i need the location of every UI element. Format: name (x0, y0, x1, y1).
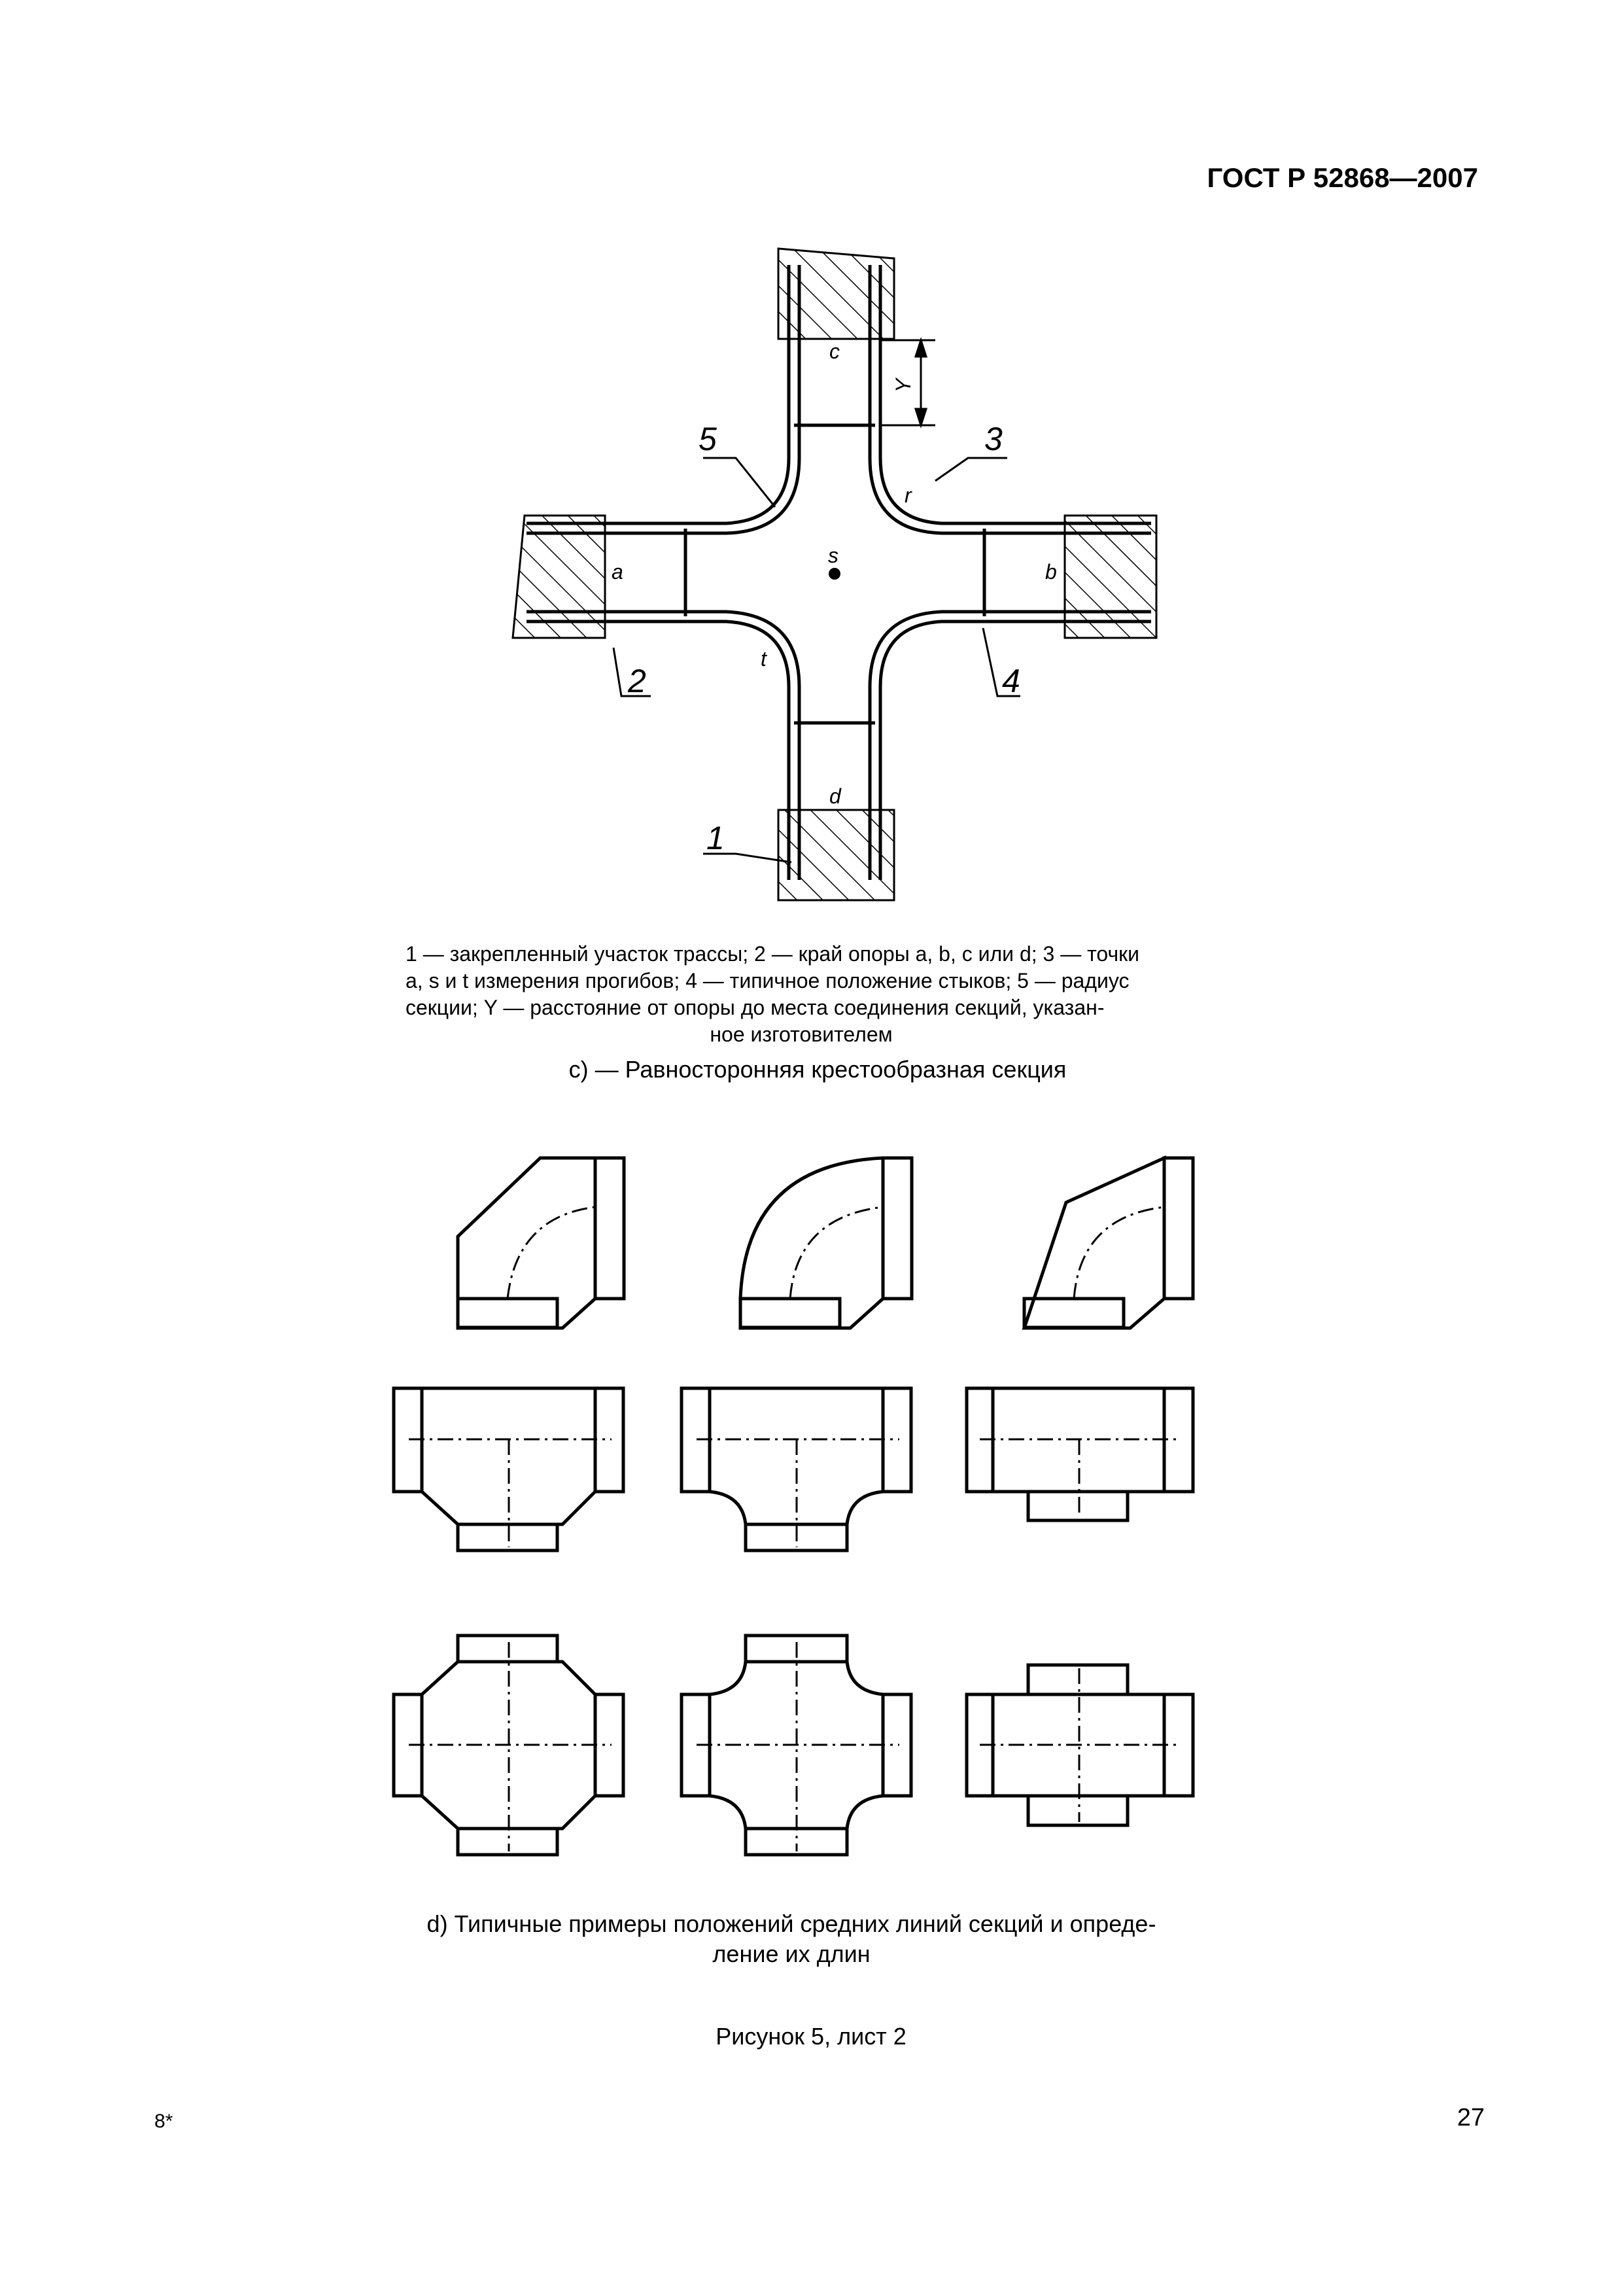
figure-c-legend (406, 941, 1197, 1048)
point-d: d (829, 784, 841, 808)
document-header: ГОСТ Р 52868—2007 (1207, 162, 1478, 193)
cross-straight (967, 1665, 1193, 1825)
point-b: b (1045, 560, 1057, 584)
cross-curved (682, 1636, 911, 1855)
cross-chamfered (394, 1636, 623, 1855)
figure-d-caption-line-1: d) Типичные примеры положений средних линий секций и опреде- (426, 1910, 1156, 1937)
tee-chamfered (394, 1388, 623, 1550)
fitting-examples (394, 1158, 1193, 1855)
callout-1: 1 (706, 820, 725, 856)
support-bottom (778, 810, 894, 900)
figure-title: Рисунок 5, лист 2 (716, 2023, 907, 2050)
callout-leaders (613, 458, 1020, 862)
figure-d-caption (379, 1909, 1203, 1969)
legend-line-4: ное изготовителем (710, 1023, 893, 1046)
callout-2: 2 (628, 663, 646, 699)
point-r: r (905, 483, 912, 507)
callout-5: 5 (699, 421, 717, 457)
point-c: c (829, 340, 840, 363)
tee-straight (967, 1388, 1193, 1520)
legend-line-3: секции; Y — расстояние от опоры до места соединения секций, указан- (406, 996, 1105, 1019)
callout-3: 3 (984, 421, 1003, 457)
legend-line-2: a, s и t измерения прогибов; 4 — типичное положение стыков; 5 — радиус (406, 969, 1130, 992)
elbow-chamfered (458, 1158, 624, 1328)
footer-mark: 8* (154, 2111, 173, 2132)
elbow-sloped (1024, 1158, 1193, 1328)
point-s: s (828, 544, 838, 567)
figure-d-caption-line-2: ление их длин (712, 1940, 871, 1967)
callout-4: 4 (1002, 663, 1020, 699)
point-s-dot (829, 568, 840, 580)
point-a: a (612, 560, 623, 584)
legend-line-1: 1 — закрепленный участок трассы; 2 — край опоры a, b, c или d; 3 — точки (406, 942, 1140, 966)
page-number: 27 (1457, 2104, 1485, 2131)
figure-c-caption: c) — Равносторонняя крестообразная секция (568, 1056, 1067, 1083)
elbow-curved (740, 1158, 912, 1328)
point-t: t (761, 647, 767, 671)
dimension-y-label: Y (891, 378, 915, 393)
tee-curved (682, 1388, 911, 1550)
support-top (778, 249, 894, 339)
